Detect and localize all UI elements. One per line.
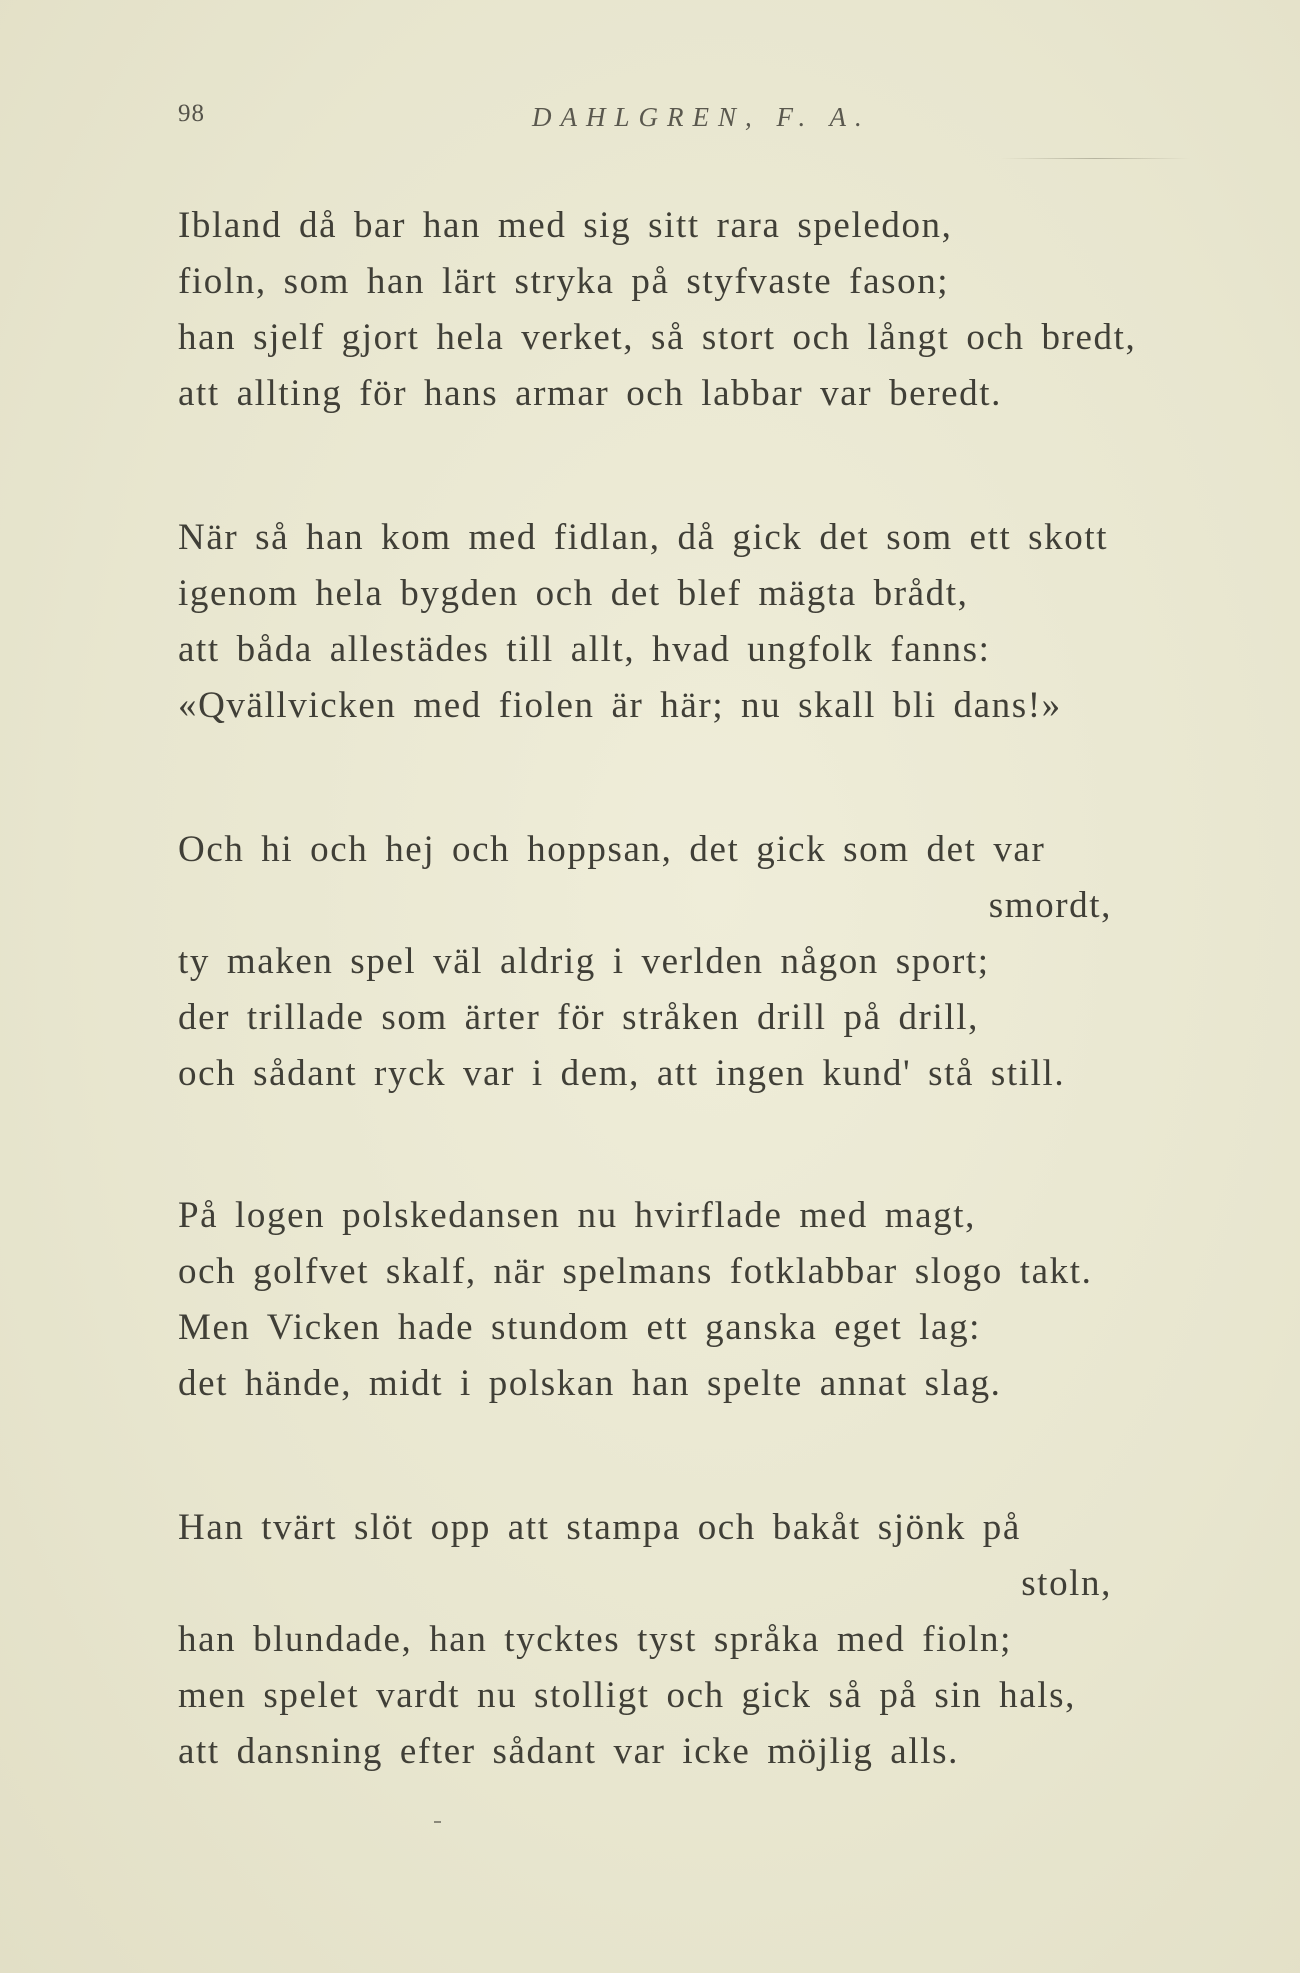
- poem-line: men spelet vardt nu stolligt och gick så på sin hals,: [178, 1675, 1077, 1716]
- poem-line: och sådant ryck var i dem, att ingen kund' stå still.: [178, 1053, 1066, 1094]
- poem-line: han sjelf gjort hela verket, så stort och långt och bredt,: [178, 317, 1137, 358]
- poem-line: der trillade som ärter för stråken drill på drill,: [178, 997, 979, 1038]
- page-header: [0, 100, 1300, 140]
- poem-line: «Qvällvicken med fiolen är här; nu skall bli dans!»: [178, 685, 1062, 726]
- poem-line: och golfvet skalf, när spelmans fotklabbar slogo takt.: [178, 1251, 1093, 1292]
- running-head: DAHLGREN, F. A.: [532, 102, 871, 132]
- poem-line: att båda allestädes till allt, hvad ungfolk fanns:: [178, 629, 991, 670]
- poem-line: Han tvärt slöt opp att stampa och bakåt sjönk på: [178, 1507, 1021, 1548]
- poem-line: han blundade, han tycktes tyst språka med fioln;: [178, 1619, 1012, 1660]
- poem-line: fioln, som han lärt stryka på styfvaste fason;: [178, 261, 950, 302]
- poem-line-continuation: stoln,: [1021, 1563, 1112, 1604]
- poem-line: Men Vicken hade stundom ett ganska eget lag:: [178, 1307, 982, 1348]
- poem-line: När så han kom med fidlan, då gick det som ett skott: [178, 517, 1109, 558]
- poem-line: det hände, midt i polskan han spelte annat slag.: [178, 1363, 1002, 1404]
- page-number: 98: [178, 100, 205, 127]
- stanza: [178, 1188, 1192, 1412]
- poem-line: På logen polskedansen nu hvirflade med magt,: [178, 1195, 976, 1236]
- poem-line: att allting för hans armar och labbar var beredt.: [178, 373, 1002, 414]
- poem-line: Och hi och hej och hoppsan, det gick som det var: [178, 829, 1046, 870]
- stanza-gap: [178, 734, 1192, 822]
- poem: [178, 198, 1192, 1780]
- stanza-gap: [178, 1412, 1192, 1500]
- print-mark: [434, 1821, 441, 1823]
- stanza: [178, 1500, 1192, 1780]
- stanza-gap: [178, 1102, 1192, 1188]
- header-rule: [1000, 158, 1190, 159]
- poem-line: ty maken spel väl aldrig i verlden någon sport;: [178, 941, 990, 982]
- poem-line: att dansning efter sådant var icke möjlig alls.: [178, 1731, 959, 1772]
- poem-line-continuation: smordt,: [988, 885, 1112, 926]
- poem-line: igenom hela bygden och det blef mägta brådt,: [178, 573, 969, 614]
- stanza: [178, 822, 1192, 1102]
- poem-line: Ibland då bar han med sig sitt rara speledon,: [178, 205, 953, 246]
- stanza-gap: [178, 422, 1192, 510]
- stanza: [178, 198, 1192, 422]
- stanza: [178, 510, 1192, 734]
